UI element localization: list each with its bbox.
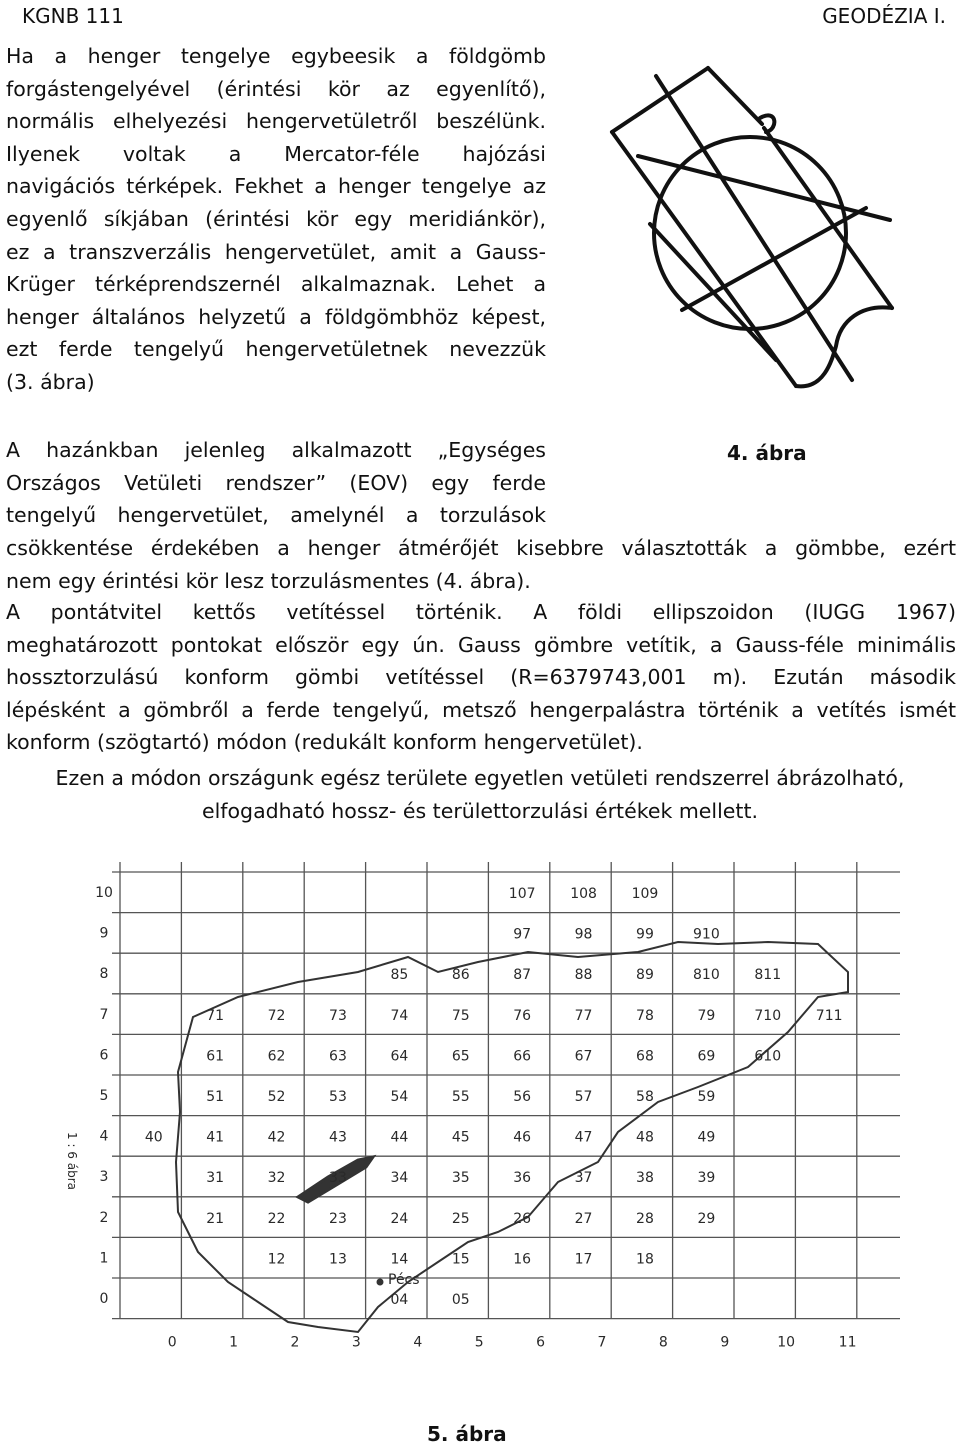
sheet-number-label: 76 <box>513 1007 532 1024</box>
column-label: 11 <box>838 1334 857 1351</box>
text-line: ez a transzverzális hengervetület, amit a Gauss- <box>6 239 546 264</box>
sheet-number-label: 16 <box>513 1251 532 1268</box>
sheet-number-label: 72 <box>267 1007 286 1024</box>
text-line: Ilyenek voltak a Mercator-féle hajózási <box>6 141 546 166</box>
sheet-number-label: 66 <box>513 1048 532 1065</box>
sheet-number-label: 56 <box>513 1089 532 1105</box>
text-line: A hazánkban jelenleg alkalmazott „Egységes <box>6 438 546 462</box>
row-label: 7 <box>99 1006 109 1023</box>
column-label: 2 <box>290 1334 300 1351</box>
column-label: 0 <box>167 1334 177 1351</box>
sheet-number-label: 27 <box>574 1210 593 1227</box>
row-label: 4 <box>99 1128 109 1145</box>
sheet-number-label: 24 <box>390 1210 409 1227</box>
row-label: 0 <box>99 1291 109 1307</box>
paragraph-conclusion <box>0 762 960 827</box>
paragraph-eov-continued <box>6 532 956 597</box>
sheet-number-label: 15 <box>451 1251 470 1268</box>
header-right: GEODÉZIA I. <box>822 4 946 28</box>
sheet-number-label: 54 <box>390 1089 409 1105</box>
text-line: Ezen a módon országunk egész területe egyetlen vetületi rendszerrel ábrázolható, <box>55 766 905 790</box>
sheet-number-label: 51 <box>206 1089 225 1105</box>
sheet-number-label: 810 <box>693 967 720 984</box>
sheet-number-label: 38 <box>636 1170 654 1187</box>
row-label: 2 <box>99 1209 109 1226</box>
sheet-number-label: 43 <box>329 1129 347 1146</box>
row-label: 1 <box>99 1250 109 1267</box>
sheet-number-label: 37 <box>574 1170 593 1187</box>
text-line: Krüger térképrendszernél alkalmaznak. Lehet a <box>6 272 546 297</box>
sheet-number-label: 99 <box>636 926 654 943</box>
figure-4-caption: 4. ábra <box>727 441 807 465</box>
sheet-number-label: 05 <box>451 1292 470 1308</box>
column-label: 3 <box>351 1334 361 1351</box>
sheet-number-label: 69 <box>697 1048 716 1065</box>
sheet-number-label: 75 <box>451 1007 470 1024</box>
sheet-number-label: 39 <box>697 1170 716 1187</box>
sheet-number-label: 52 <box>267 1089 286 1105</box>
grid-lines <box>112 862 900 1319</box>
figure-5-caption: 5. ábra <box>427 1422 507 1446</box>
column-label: 7 <box>597 1334 607 1351</box>
figure-side-note: 1 : 6 ábra <box>65 1132 79 1191</box>
sheet-number-label: 14 <box>390 1251 409 1268</box>
paragraph-cylinder-projections <box>6 40 546 399</box>
sheet-number-label: 78 <box>636 1007 654 1024</box>
text-line: navigációs térképek. Fekhet a henger tengelye az <box>6 174 546 199</box>
sheet-number-label: 89 <box>636 967 654 984</box>
column-label: 5 <box>474 1334 484 1351</box>
sheet-number-label: 710 <box>754 1007 782 1024</box>
row-labels <box>95 885 113 1307</box>
sheet-number-label: 53 <box>329 1089 347 1105</box>
text-line: A pontátvitel kettős vetítéssel történik. A földi ellipszoidon (IUGG 1967) <box>6 600 956 624</box>
sheet-number-label: 61 <box>206 1048 225 1065</box>
sheet-number-label: 107 <box>508 886 536 902</box>
sheet-number-label: 22 <box>267 1210 286 1227</box>
text-line: nem egy érintési kör lesz torzulásmentes (4. ábra). <box>6 568 531 593</box>
sheet-number-label: 71 <box>206 1007 225 1024</box>
pecs-city-marker <box>377 1279 384 1286</box>
text-line: elfogadható hossz- és területtorzulási értékek mellett. <box>201 798 759 823</box>
sheet-number-label: 35 <box>451 1170 470 1187</box>
sheet-number-label: 811 <box>754 967 782 984</box>
text-line: csökkentése érdekében a henger átmérőjét kisebbre választották a gömbbe, ezért <box>6 536 956 560</box>
sheet-number-label: 97 <box>513 926 532 943</box>
text-line: hossztorzulású konform gömbi vetítéssel (R=6379743,001 m). Ezután második <box>6 665 956 690</box>
sheet-number-label: 67 <box>574 1048 593 1065</box>
paragraph-double-projection <box>6 596 956 759</box>
sheet-number-label: 42 <box>267 1129 286 1146</box>
sheet-number-label: 910 <box>693 926 720 943</box>
sheet-number-label: 85 <box>390 967 409 984</box>
row-label: 6 <box>99 1047 109 1064</box>
sheet-number-label: 64 <box>390 1048 409 1065</box>
sheet-number-label: 711 <box>815 1007 843 1024</box>
sheet-number-label: 87 <box>513 967 532 984</box>
sheet-number-label: 33 <box>329 1170 347 1187</box>
sheet-number-label: 79 <box>697 1007 716 1024</box>
sheet-number-label: 65 <box>451 1048 470 1065</box>
column-labels <box>168 1335 857 1351</box>
text-line: Ha a henger tengelye egybeesik a földgömb <box>6 44 546 68</box>
sheet-number-label: 32 <box>267 1170 286 1187</box>
oblique-cylinder-figure <box>600 60 930 390</box>
sheet-number-label: 73 <box>329 1007 347 1024</box>
text-line: Országos Vetületi rendszer” (EOV) egy ferde <box>6 470 546 495</box>
sheet-number-label: 109 <box>631 886 659 902</box>
sheet-number-label: 18 <box>636 1251 654 1268</box>
text-line: normális elhelyezési hengervetületről beszélünk. <box>6 109 546 134</box>
sheet-number-label: 68 <box>636 1048 654 1065</box>
sheet-number-label: 13 <box>329 1251 347 1268</box>
eov-map-sheet-grid <box>58 832 900 1416</box>
sheet-number-label: 12 <box>267 1251 286 1268</box>
paragraph-eov-intro <box>6 434 546 532</box>
text-line: tengelyű hengervetület, amelynél a torzulások <box>6 503 546 528</box>
sheet-number-label: 55 <box>451 1089 470 1105</box>
text-line: henger általános helyzetű a földgömbhöz képest, <box>6 304 546 329</box>
header-left: KGNB 111 <box>22 4 124 28</box>
sheet-number-label: 86 <box>451 967 470 984</box>
sheet-number-label: 25 <box>451 1210 470 1227</box>
sheet-number-label: 17 <box>574 1251 593 1268</box>
text-line: konform (szögtartó) módon (redukált konform hengervetület). <box>6 730 643 755</box>
sheet-number-label: 47 <box>574 1129 593 1146</box>
sheet-number-label: 46 <box>513 1129 532 1146</box>
sheet-number-label: 34 <box>390 1170 409 1187</box>
column-label: 4 <box>413 1334 423 1351</box>
row-label: 9 <box>99 925 109 942</box>
text-line: forgástengelyével (érintési kör az egyenlítő), <box>6 76 546 101</box>
column-label: 8 <box>658 1334 668 1351</box>
text-line: lépésként a gömbről a ferde tengelyű, metsző hengerpalástra történik a vetítés ismét <box>6 697 956 722</box>
sheet-number-label: 57 <box>574 1089 593 1105</box>
sheet-number-label: 58 <box>636 1089 654 1105</box>
sheet-number-label: 44 <box>390 1129 409 1146</box>
sheet-number-label: 610 <box>754 1048 782 1065</box>
text-line: (3. ábra) <box>6 369 95 394</box>
sheet-number-label: 28 <box>636 1210 654 1227</box>
text-line: egyenlő síkjában (érintési kör egy meridiánkör), <box>6 206 546 231</box>
row-label: 3 <box>99 1169 109 1186</box>
sheet-number-label: 77 <box>574 1007 593 1024</box>
sheet-number-label: 63 <box>329 1048 347 1065</box>
sheet-number-label: 41 <box>206 1129 225 1146</box>
sheet-number-label: 88 <box>574 967 593 984</box>
row-label: 8 <box>99 966 109 983</box>
sheet-number-label: 59 <box>697 1089 716 1105</box>
sheet-number-label: 31 <box>206 1170 225 1187</box>
sheet-number-label: 40 <box>144 1129 163 1146</box>
sheet-number-label: 45 <box>451 1129 470 1146</box>
column-label: 10 <box>777 1334 796 1351</box>
column-label: 9 <box>720 1334 730 1351</box>
sheet-number-labels <box>145 886 843 1308</box>
sheet-number-label: 21 <box>206 1210 225 1227</box>
column-label: 1 <box>229 1334 239 1351</box>
sheet-number-label: 48 <box>636 1129 654 1146</box>
sheet-number-label: 23 <box>329 1210 347 1227</box>
text-line: meghatározott pontokat először egy ún. Gauss gömbre vetítik, a Gauss-féle minimális <box>6 632 956 657</box>
row-label: 10 <box>95 885 113 901</box>
sheet-number-label: 62 <box>267 1048 286 1065</box>
sheet-number-label: 108 <box>570 886 597 902</box>
sheet-number-label: 26 <box>513 1210 532 1227</box>
sheet-number-label: 49 <box>697 1129 716 1146</box>
sheet-number-label: 36 <box>513 1170 532 1187</box>
sheet-number-label: 74 <box>390 1007 409 1024</box>
sheet-number-label: 04 <box>390 1292 409 1308</box>
text-line: ezt ferde tengelyű hengervetületnek nevezzük <box>6 337 546 362</box>
sheet-number-label: 98 <box>574 926 593 943</box>
sheet-number-label: 29 <box>697 1210 716 1227</box>
row-label: 5 <box>99 1088 109 1104</box>
pecs-city-label: Pécs <box>388 1272 420 1288</box>
column-label: 6 <box>536 1334 546 1351</box>
